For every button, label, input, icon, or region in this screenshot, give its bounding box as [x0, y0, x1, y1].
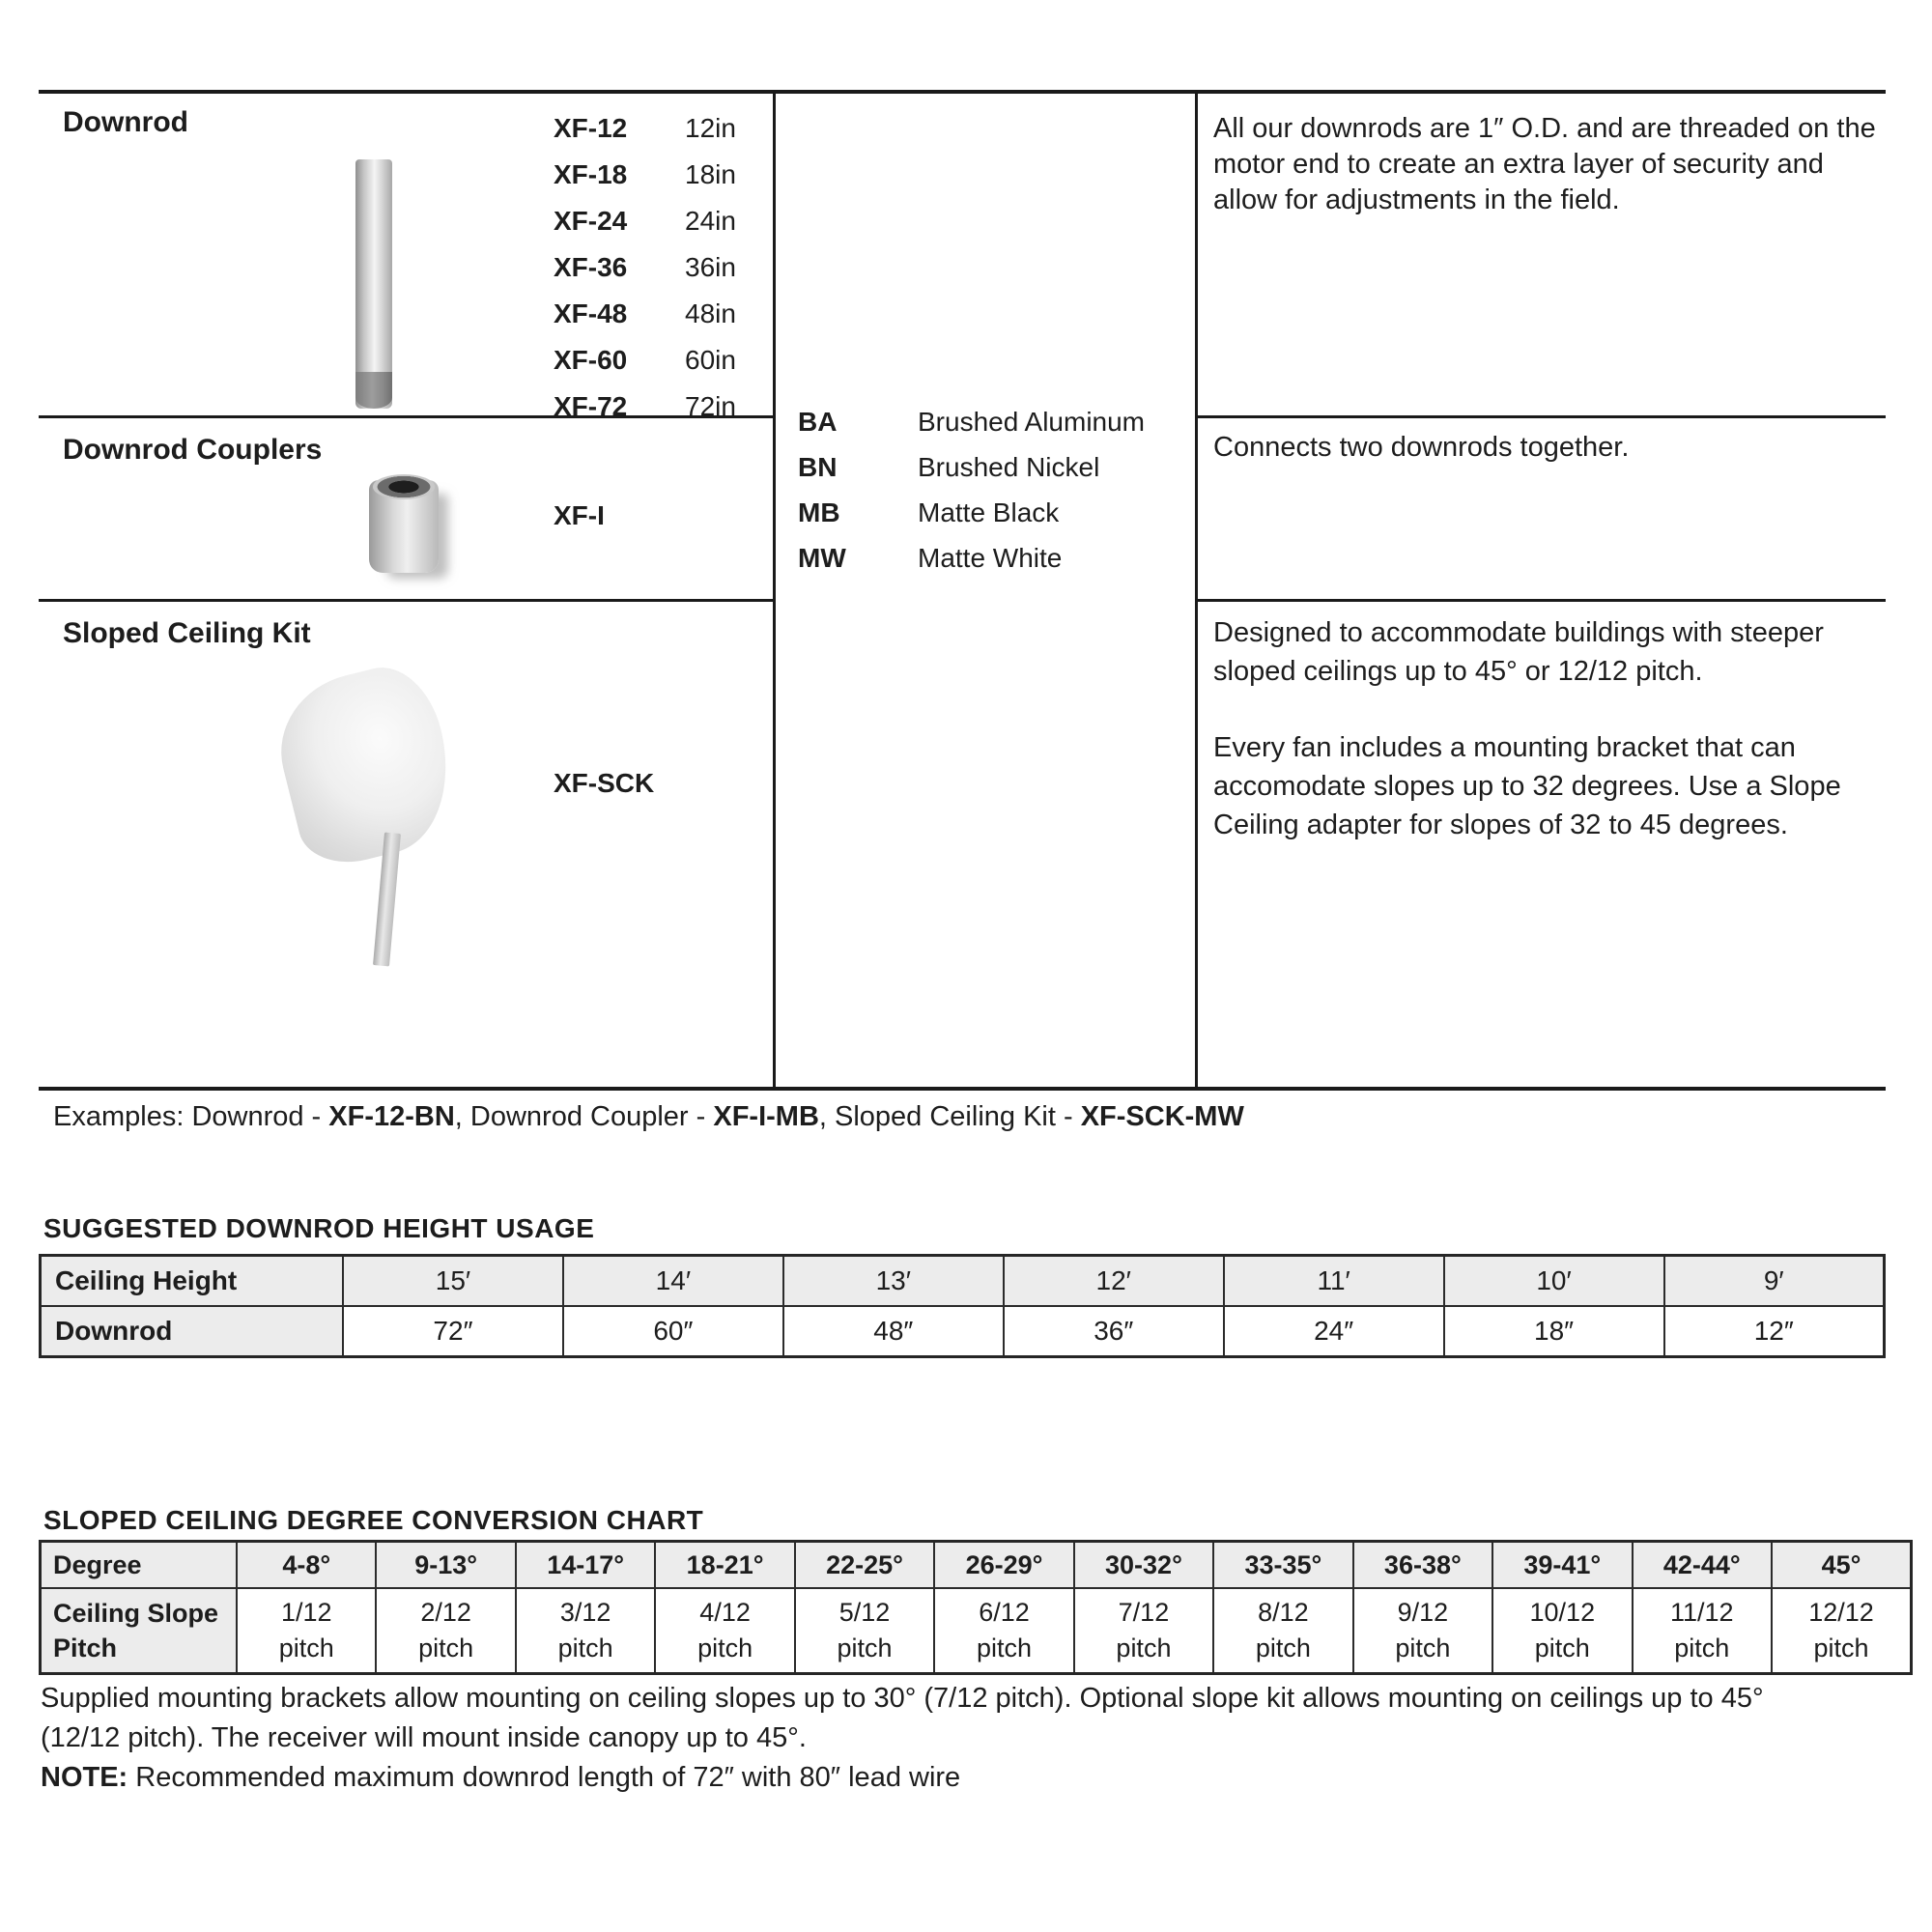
pitch-value-cell [1492, 1588, 1632, 1674]
sloped-kit-description [1213, 613, 1889, 882]
degree-range-cell: 14-17° [516, 1542, 655, 1589]
product-spec-table [39, 90, 1886, 1091]
pitch-fraction: 7/12 [1118, 1598, 1170, 1627]
degree-range-cell: 4-8° [237, 1542, 376, 1589]
model-code: XF-18 [554, 159, 628, 189]
description-line: Designed to accommodate buildings with steeper [1213, 617, 1824, 648]
downrod-title: Downrod [63, 106, 188, 138]
downrod-model-list [554, 105, 736, 430]
downrod-threaded-tip [355, 372, 392, 409]
pitch-value-lines [1215, 1595, 1350, 1666]
pitch-value-cell [237, 1588, 376, 1674]
downrod-model-row [554, 152, 736, 198]
finish-legend [798, 399, 1145, 581]
row-label-cell: Ceiling Height [41, 1256, 344, 1307]
pitch-word: pitch [1395, 1634, 1451, 1662]
finish-row [798, 490, 1145, 535]
footnote-line: (12/12 pitch). The receiver will mount inside canopy up to 45°. [41, 1722, 807, 1753]
finish-name: Matte White [918, 542, 1063, 573]
examples-line [53, 1101, 1244, 1133]
finish-row [798, 444, 1145, 490]
downrod-product-image [355, 159, 392, 409]
ceiling-height-cell: 10′ [1444, 1256, 1664, 1307]
pitch-value-cell [1633, 1588, 1772, 1674]
example-part-number: XF-SCK-MW [1080, 1101, 1244, 1132]
ceiling-height-cell: 14′ [563, 1256, 783, 1307]
pitch-label-lines [53, 1596, 235, 1665]
pitch-word: pitch [1813, 1634, 1869, 1662]
pitch-fraction: 8/12 [1258, 1598, 1309, 1627]
model-code: XF-24 [554, 206, 628, 236]
footnote [41, 1679, 1764, 1758]
ceiling-height-cell: 15′ [343, 1256, 563, 1307]
note-label: NOTE: [41, 1762, 128, 1793]
pitch-value-cell [934, 1588, 1073, 1674]
degree-range-cell: 30-32° [1074, 1542, 1213, 1589]
pitch-value-lines [1494, 1595, 1630, 1666]
pitch-fraction: 4/12 [699, 1598, 751, 1627]
height-table-title: SUGGESTED DOWNROD HEIGHT USAGE [43, 1213, 595, 1243]
downrod-model-row [554, 198, 736, 244]
ceiling-height-cell: 12′ [1004, 1256, 1224, 1307]
pitch-word: pitch [837, 1634, 893, 1662]
suggested-downrod-height-table [39, 1254, 1886, 1358]
downrod-length-cell: 48″ [783, 1306, 1004, 1357]
pitch-value-lines [797, 1595, 932, 1666]
row-divider-right-1 [1198, 415, 1886, 418]
description-line: allow for adjustments in the field. [1213, 185, 1620, 215]
pitch-value-lines [1634, 1595, 1770, 1666]
height-table-holder [39, 1254, 1886, 1358]
example-part-number: Examples: Downrod - [53, 1101, 329, 1132]
pitch-fraction: 5/12 [838, 1598, 891, 1627]
finish-name: Brushed Nickel [918, 451, 1100, 482]
degree-range-cell: 22-25° [795, 1542, 934, 1589]
pitch-value-lines [378, 1595, 513, 1666]
description-line: accomodate slopes up to 32 degrees. Use a Slope [1213, 771, 1841, 802]
description-line: motor end to create an extra layer of security and [1213, 149, 1824, 180]
example-part-number: , Sloped Ceiling Kit - [818, 1101, 1081, 1132]
coupler-product-image [369, 480, 439, 573]
conversion-chart-holder [39, 1540, 1913, 1675]
description-line: Ceiling adapter for slopes of 32 to 45 degrees. [1213, 810, 1788, 840]
finish-name: Matte Black [918, 497, 1060, 527]
finish-code: BA [798, 406, 838, 437]
note-line [41, 1762, 960, 1794]
pitch-fraction: 10/12 [1529, 1598, 1596, 1627]
sloped-kit-model-code: XF-SCK [554, 768, 655, 798]
downrod-model-row [554, 384, 736, 430]
pitch-fraction: 3/12 [559, 1598, 611, 1627]
ceiling-height-cell: 13′ [783, 1256, 1004, 1307]
sloped-kit-title: Sloped Ceiling Kit [63, 617, 311, 649]
pitch-value-cell [1213, 1588, 1352, 1674]
degree-range-cell: 36-38° [1353, 1542, 1492, 1589]
degree-header-row [41, 1542, 1912, 1589]
pitch-value-lines [657, 1595, 792, 1666]
degree-range-cell: 42-44° [1633, 1542, 1772, 1589]
model-code: XF-36 [554, 252, 628, 282]
model-length: 72in [685, 391, 736, 421]
downrod-model-row [554, 244, 736, 291]
pitch-fraction: 6/12 [979, 1598, 1030, 1627]
pitch-value-cell [655, 1588, 794, 1674]
row-label-cell: Downrod [41, 1306, 344, 1357]
model-length: 12in [685, 113, 736, 143]
pitch-value-lines [1076, 1595, 1211, 1666]
downrod-model-row [554, 291, 736, 337]
downrod-model-row [554, 337, 736, 384]
sloped-kit-product-image [266, 657, 468, 874]
finish-code: MW [798, 542, 846, 573]
example-part-number: , Downrod Coupler - [454, 1101, 714, 1132]
height-table-row [41, 1306, 1885, 1357]
finish-code: MB [798, 497, 840, 527]
pitch-value-cell [795, 1588, 934, 1674]
pitch-word: pitch [278, 1634, 334, 1662]
model-code: XF-48 [554, 298, 628, 328]
downrod-model-row [554, 105, 736, 152]
pitch-word: pitch [1116, 1634, 1172, 1662]
row-divider-left-2 [39, 599, 773, 602]
note-text: Recommended maximum downrod length of 72″ with 80″ lead wire [128, 1762, 961, 1793]
pitch-fraction: 12/12 [1808, 1598, 1874, 1627]
pitch-fraction: 1/12 [280, 1598, 332, 1627]
degree-label-cell: Degree [41, 1542, 238, 1589]
pitch-label-line: Ceiling Slope [53, 1599, 219, 1628]
description-line: All our downrods are 1″ O.D. and are threaded on the [1213, 113, 1876, 144]
ceiling-height-cell: 11′ [1224, 1256, 1444, 1307]
degree-range-cell: 33-35° [1213, 1542, 1352, 1589]
degree-conversion-table [39, 1540, 1913, 1675]
pitch-word: pitch [1255, 1634, 1311, 1662]
pitch-word: pitch [976, 1634, 1033, 1662]
downrod-length-cell: 18″ [1444, 1306, 1664, 1357]
description-paragraph [1213, 613, 1889, 691]
column-divider-2 [1195, 94, 1198, 1087]
pitch-value-cell [1772, 1588, 1912, 1674]
coupler-description: Connects two downrods together. [1213, 432, 1630, 463]
downrod-length-cell: 24″ [1224, 1306, 1444, 1357]
column-divider-1 [773, 94, 776, 1087]
row-divider-right-2 [1198, 599, 1886, 602]
pitch-value-lines [1774, 1595, 1909, 1666]
pitch-value-cell [1074, 1588, 1213, 1674]
model-length: 48in [685, 298, 736, 328]
model-length: 60in [685, 345, 736, 375]
conversion-chart-title: SLOPED CEILING DEGREE CONVERSION CHART [43, 1505, 704, 1535]
model-length: 18in [685, 159, 736, 189]
pitch-word: pitch [1534, 1634, 1590, 1662]
model-code: XF-72 [554, 391, 628, 421]
footnote-line: Supplied mounting brackets allow mounting on ceiling slopes up to 30° (7/12 pitch). Optional slope kit allows mounting on ceilings up to 45° [41, 1683, 1764, 1714]
pitch-value-cell [376, 1588, 515, 1674]
pitch-word: pitch [1674, 1634, 1730, 1662]
height-table-row [41, 1256, 1885, 1307]
pitch-value-lines [518, 1595, 653, 1666]
degree-range-cell: 18-21° [655, 1542, 794, 1589]
description-line: Every fan includes a mounting bracket that can [1213, 732, 1796, 763]
model-length: 24in [685, 206, 736, 236]
pitch-label-cell [41, 1588, 238, 1674]
pitch-value-lines [936, 1595, 1071, 1666]
downrod-length-cell: 60″ [563, 1306, 783, 1357]
pitch-fraction: 11/12 [1669, 1598, 1734, 1627]
pitch-value-lines [239, 1595, 374, 1666]
pitch-word: pitch [418, 1634, 474, 1662]
description-line: sloped ceilings up to 45° or 12/12 pitch. [1213, 656, 1703, 687]
degree-range-cell: 9-13° [376, 1542, 515, 1589]
pitch-value-cell [1353, 1588, 1492, 1674]
pitch-label-line: Pitch [53, 1634, 118, 1662]
pitch-fraction: 2/12 [420, 1598, 471, 1627]
pitch-value-cell [516, 1588, 655, 1674]
downrod-length-cell: 72″ [343, 1306, 563, 1357]
pitch-row [41, 1588, 1912, 1674]
model-code: XF-12 [554, 113, 628, 143]
downrod-length-cell: 12″ [1664, 1306, 1885, 1357]
pitch-word: pitch [697, 1634, 753, 1662]
finish-name: Brushed Aluminum [918, 406, 1146, 437]
pitch-value-lines [1355, 1595, 1491, 1666]
description-paragraph [1213, 728, 1889, 844]
example-part-number: XF-12-BN [328, 1101, 455, 1132]
degree-range-cell: 45° [1772, 1542, 1912, 1589]
model-length: 36in [685, 252, 736, 282]
finish-row [798, 535, 1145, 581]
downrod-length-cell: 36″ [1004, 1306, 1224, 1357]
degree-range-cell: 26-29° [934, 1542, 1073, 1589]
ceiling-height-cell: 9′ [1664, 1256, 1885, 1307]
coupler-opening [373, 474, 435, 499]
coupler-model-code: XF-I [554, 500, 605, 530]
degree-range-cell: 39-41° [1492, 1542, 1632, 1589]
downrod-description [1213, 111, 1889, 218]
couplers-title: Downrod Couplers [63, 434, 323, 466]
model-code: XF-60 [554, 345, 628, 375]
finish-code: BN [798, 451, 838, 482]
pitch-fraction: 9/12 [1397, 1598, 1449, 1627]
example-part-number: XF-I-MB [713, 1101, 819, 1132]
finish-row [798, 399, 1145, 444]
pitch-word: pitch [557, 1634, 613, 1662]
